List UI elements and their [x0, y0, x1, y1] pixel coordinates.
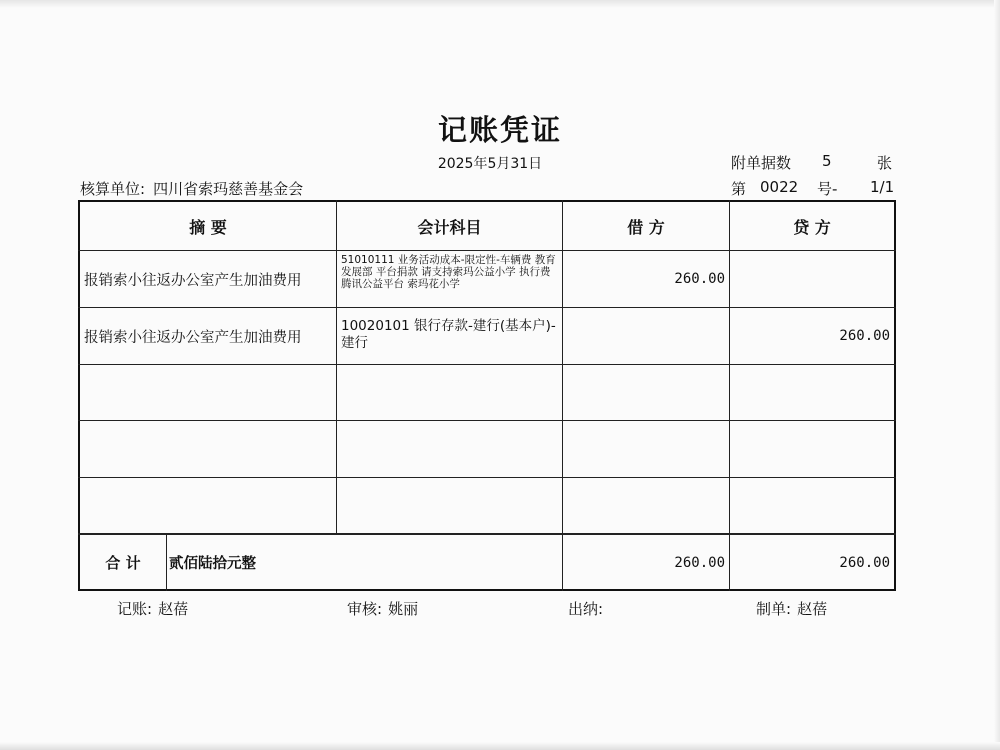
preparer-signature: [756, 598, 827, 619]
voucher-title: 记账凭证: [437, 113, 562, 147]
voucher-number-prefix: 第: [731, 180, 747, 198]
row-1-debit: 260.00: [674, 271, 725, 287]
unit-label: 核算单位:: [80, 180, 146, 198]
reviewer-name: 姚丽: [388, 600, 419, 618]
reviewer-signature: [347, 598, 418, 619]
table-row-divider: [78, 420, 896, 421]
voucher-number-suffix: 号-: [817, 180, 838, 198]
row-1-summary: 报销索小往返办公室产生加油费用: [84, 272, 302, 289]
row-2-credit: 260.00: [839, 328, 890, 344]
cashier-label: 出纳:: [568, 600, 604, 618]
total-debit: 260.00: [674, 554, 725, 571]
row-2-debit: [563, 308, 729, 364]
bookkeeper-label: 记账:: [117, 600, 153, 618]
total-label: 合 计: [105, 554, 141, 572]
attachment-count: 5: [822, 152, 832, 170]
row-2-account: 10020101 银行存款-建行(基本户)-建行: [341, 318, 556, 351]
total-amount-in-words: 贰佰陆拾元整: [169, 556, 256, 572]
bookkeeper-signature: [117, 598, 188, 619]
page-number: 1/1: [870, 178, 895, 196]
table-row-divider: [78, 364, 896, 365]
row-2-summary: 报销索小往返办公室产生加油费用: [84, 329, 302, 346]
attachment-unit: 张: [877, 154, 893, 172]
cashier-signature: [568, 598, 609, 619]
accounting-unit: [80, 178, 303, 199]
total-credit: 260.00: [839, 554, 890, 571]
preparer-name: 赵蓓: [797, 600, 828, 618]
preparer-label: 制单:: [756, 600, 792, 618]
header-summary: 摘 要: [189, 217, 227, 237]
voucher-number: 0022: [760, 178, 799, 196]
table-row-divider: [78, 477, 896, 478]
voucher-date: 2025年5月31日: [437, 156, 543, 172]
header-credit: 贷 方: [793, 217, 831, 237]
reviewer-label: 审核:: [347, 600, 383, 618]
scan-edge-bottom: [0, 742, 1000, 750]
header-account: 会计科目: [417, 217, 482, 237]
attachment-label: 附单据数: [731, 154, 792, 172]
bookkeeper-name: 赵蓓: [158, 600, 189, 618]
unit-name: 四川省索玛慈善基金会: [153, 180, 304, 198]
row-1-account: 51010111 业务活动成本-限定性-车辆费 教育发展部 平台捐款 请支持索玛公益小学 执行费 腾讯公益平台 索玛花小学: [341, 254, 556, 290]
scan-edge-top: [0, 0, 1000, 8]
row-1-credit: [730, 251, 894, 307]
header-debit: 借 方: [627, 217, 665, 237]
